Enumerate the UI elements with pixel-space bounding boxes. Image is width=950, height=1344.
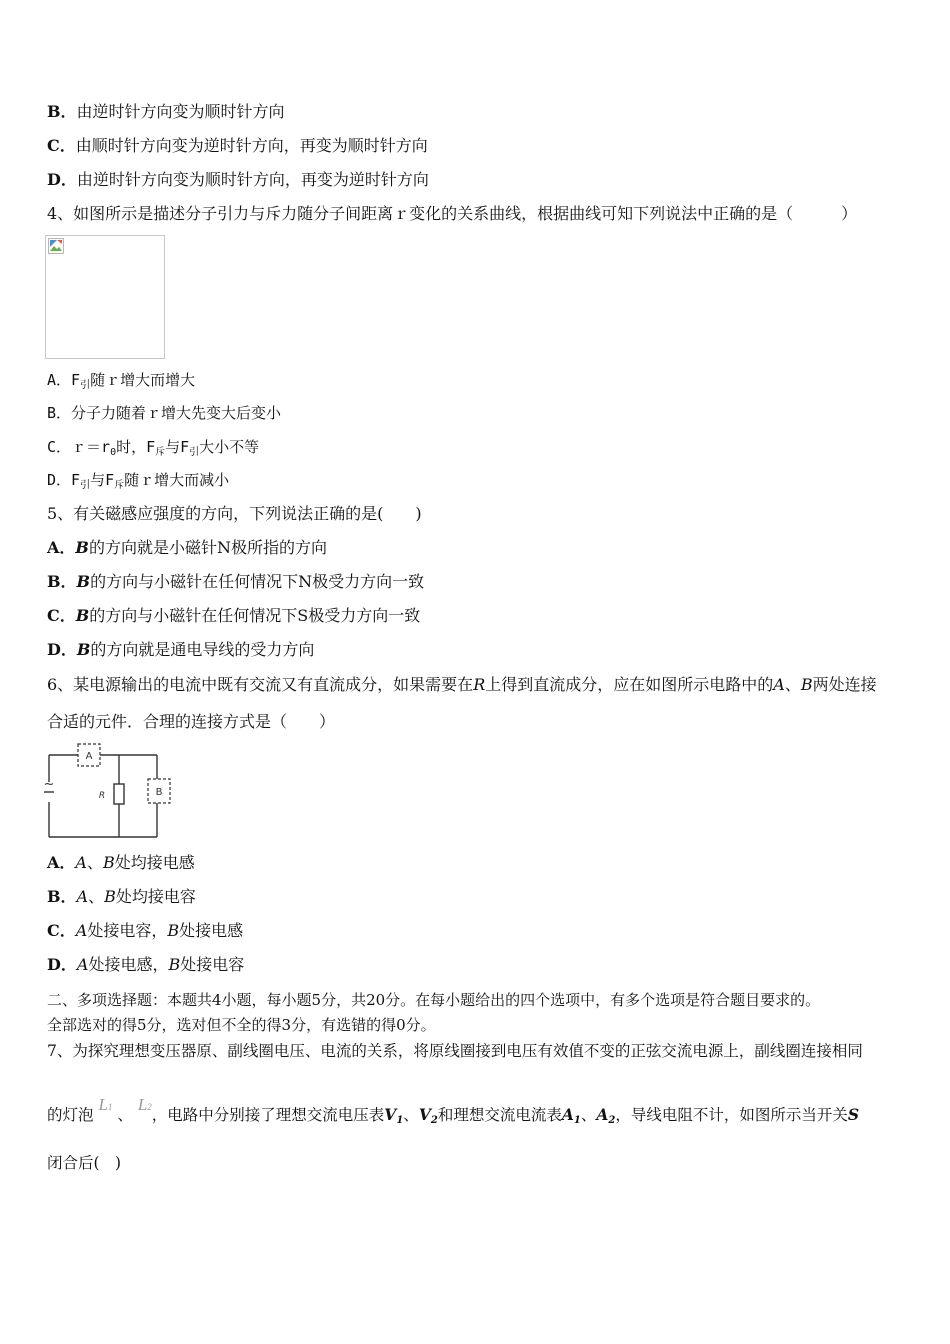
variable-b: B [800, 675, 813, 694]
q5-option-b [47, 572, 424, 592]
option-letter: A． [47, 538, 76, 557]
subscript: 引 [189, 447, 200, 458]
text: 随ｒ增大而减小 [124, 471, 230, 489]
q3-option-c [47, 136, 428, 156]
text: 、 [580, 1106, 597, 1124]
text: 处接电容， [87, 921, 168, 940]
text: D．F [47, 471, 81, 489]
text: 、 [784, 675, 801, 694]
option-letter: D． [47, 170, 77, 189]
label-a: A [85, 751, 93, 762]
q4-stem: 4、如图所示是描述分子引力与斥力随分子间距离ｒ变化的关系曲线，根据曲线可知下列说法中正确的是（ ） [47, 204, 858, 223]
option-text: 由顺时针方向变为逆时针方向，再变为顺时针方向 [75, 136, 428, 155]
variable: B [104, 887, 116, 906]
ac-source-symbol: ~ [44, 777, 55, 792]
q4-option-d [47, 470, 229, 496]
text: 6、某电源输出的电流中既有交流又有直流成分，如果需要在 [47, 675, 474, 694]
label-b: B [155, 787, 163, 798]
text: 和理想交流电流表 [437, 1106, 562, 1124]
option-letter: B． [47, 887, 77, 906]
option-text: 处接电感 [179, 921, 244, 940]
text: C．ｒ＝r [47, 438, 111, 456]
text: 与F [90, 471, 115, 489]
section2-heading-line1: 二、多项选择题：本题共4小题，每小题5分，共20分。在每小题给出的四个选项中，有多个选项是符合题目要求的。 [47, 991, 821, 1009]
subscript: 引 [80, 480, 91, 491]
q5-option-a [47, 538, 327, 558]
option-text: 的方向与小磁针在任何情况下S极受力方向一致 [89, 606, 421, 625]
q7-stem-line2 [47, 1095, 860, 1133]
text: 两处连接 [812, 675, 877, 694]
text: A．F [47, 371, 81, 389]
q5-option-d [47, 640, 314, 660]
option-text: 由逆时针方向变为顺时针方向 [76, 102, 285, 121]
text: 大小不等 [199, 438, 260, 456]
text: 、 [86, 853, 103, 872]
q4-figure-placeholder [45, 235, 165, 359]
q6-stem-line2: 合适的元件．合理的连接方式是（ ） [47, 712, 336, 731]
variable: B [75, 538, 89, 557]
option-letter: B． [47, 102, 77, 121]
variable: B [75, 606, 90, 625]
option-letter: D． [47, 955, 77, 974]
option-letter: D． [47, 640, 77, 659]
subscript: 斥 [114, 480, 125, 491]
variable-v1: $V_1$ [384, 1105, 404, 1126]
text: ，电路中分别接了理想交流电压表 [151, 1106, 385, 1124]
section2-heading-line2: 全部选对的得5分，选对但不全的得3分，有选错的得0分。 [47, 1016, 436, 1034]
option-letter: C． [47, 136, 76, 155]
q7-stem-line3: 闭合后( ) [47, 1154, 122, 1172]
variable: B [76, 572, 91, 591]
text: 时，F [116, 438, 156, 456]
variable: B [167, 921, 180, 940]
lamp-l1-symbol: L1 [98, 1095, 113, 1114]
q5-option-c [47, 606, 420, 626]
variable: A [76, 955, 89, 974]
q6-stem-line1 [47, 675, 877, 695]
option-letter: C． [47, 606, 76, 625]
variable: B [103, 853, 115, 872]
broken-image-icon [48, 238, 64, 254]
text: 上得到直流成分，应在如图所示电路中的 [485, 675, 774, 694]
q6-option-d [47, 955, 244, 975]
option-text: 的方向就是通电导线的受力方向 [90, 640, 315, 659]
q6-circuit-diagram [44, 740, 174, 842]
subscript: 0 [110, 447, 117, 458]
variable-a: A [773, 675, 785, 694]
option-letter: A． [47, 853, 76, 872]
variable-s: S [847, 1105, 860, 1124]
option-letter: B． [47, 572, 77, 591]
text: 与F [165, 438, 190, 456]
option-text: 由逆时针方向变为顺时针方向，再变为逆时针方向 [76, 170, 429, 189]
subscript: 引 [80, 380, 91, 391]
text: 的灯泡 [47, 1106, 94, 1124]
option-text: 的方向就是小磁针N极所指的方向 [88, 538, 327, 557]
text: 、 [88, 887, 105, 906]
q3-option-b [47, 102, 285, 122]
variable: B [168, 955, 181, 974]
q3-option-d [47, 170, 429, 190]
q6-option-c [47, 921, 243, 941]
q7-stem-line1: 7、为探究理想变压器原、副线圈电压、电流的关系，将原线圈接到电压有效值不变的正弦交流电源上，副线圈连接相同 [47, 1042, 863, 1060]
variable-a1: $A_1$ [561, 1105, 581, 1126]
text: 、 [403, 1106, 419, 1124]
option-text: 处接电容 [180, 955, 245, 974]
lamp-l2-symbol: L2 [137, 1095, 152, 1114]
text: 随ｒ增大而增大 [90, 371, 196, 389]
q6-option-a [47, 853, 195, 873]
option-text: 处均接电容 [115, 887, 196, 906]
option-text: 处均接电感 [114, 853, 195, 872]
variable: B [76, 640, 91, 659]
variable: A [75, 921, 88, 940]
label-r: R [98, 791, 106, 801]
variable: A [75, 853, 87, 872]
text: 、 [117, 1106, 133, 1124]
option-text: 的方向与小磁针在任何情况下N极受力方向一致 [90, 572, 425, 591]
q4-option-b: B．分子力随着ｒ增大先变大后变小 [47, 404, 282, 422]
variable: A [76, 887, 89, 906]
q4-option-a [47, 370, 195, 396]
q6-option-b [47, 887, 196, 907]
variable-r: R [473, 675, 486, 694]
text: ，导线电阻不计，如图所示当开关 [615, 1106, 848, 1124]
text: 处接电感， [88, 955, 169, 974]
q5-stem: 5、有关磁感应强度的方向，下列说法正确的是( ) [47, 504, 422, 523]
variable-v2: $V_2$ [418, 1105, 438, 1126]
option-letter: C． [47, 921, 76, 940]
q4-option-c [47, 437, 259, 463]
subscript: 斥 [155, 447, 166, 458]
variable-a2: $A_2$ [596, 1105, 616, 1126]
